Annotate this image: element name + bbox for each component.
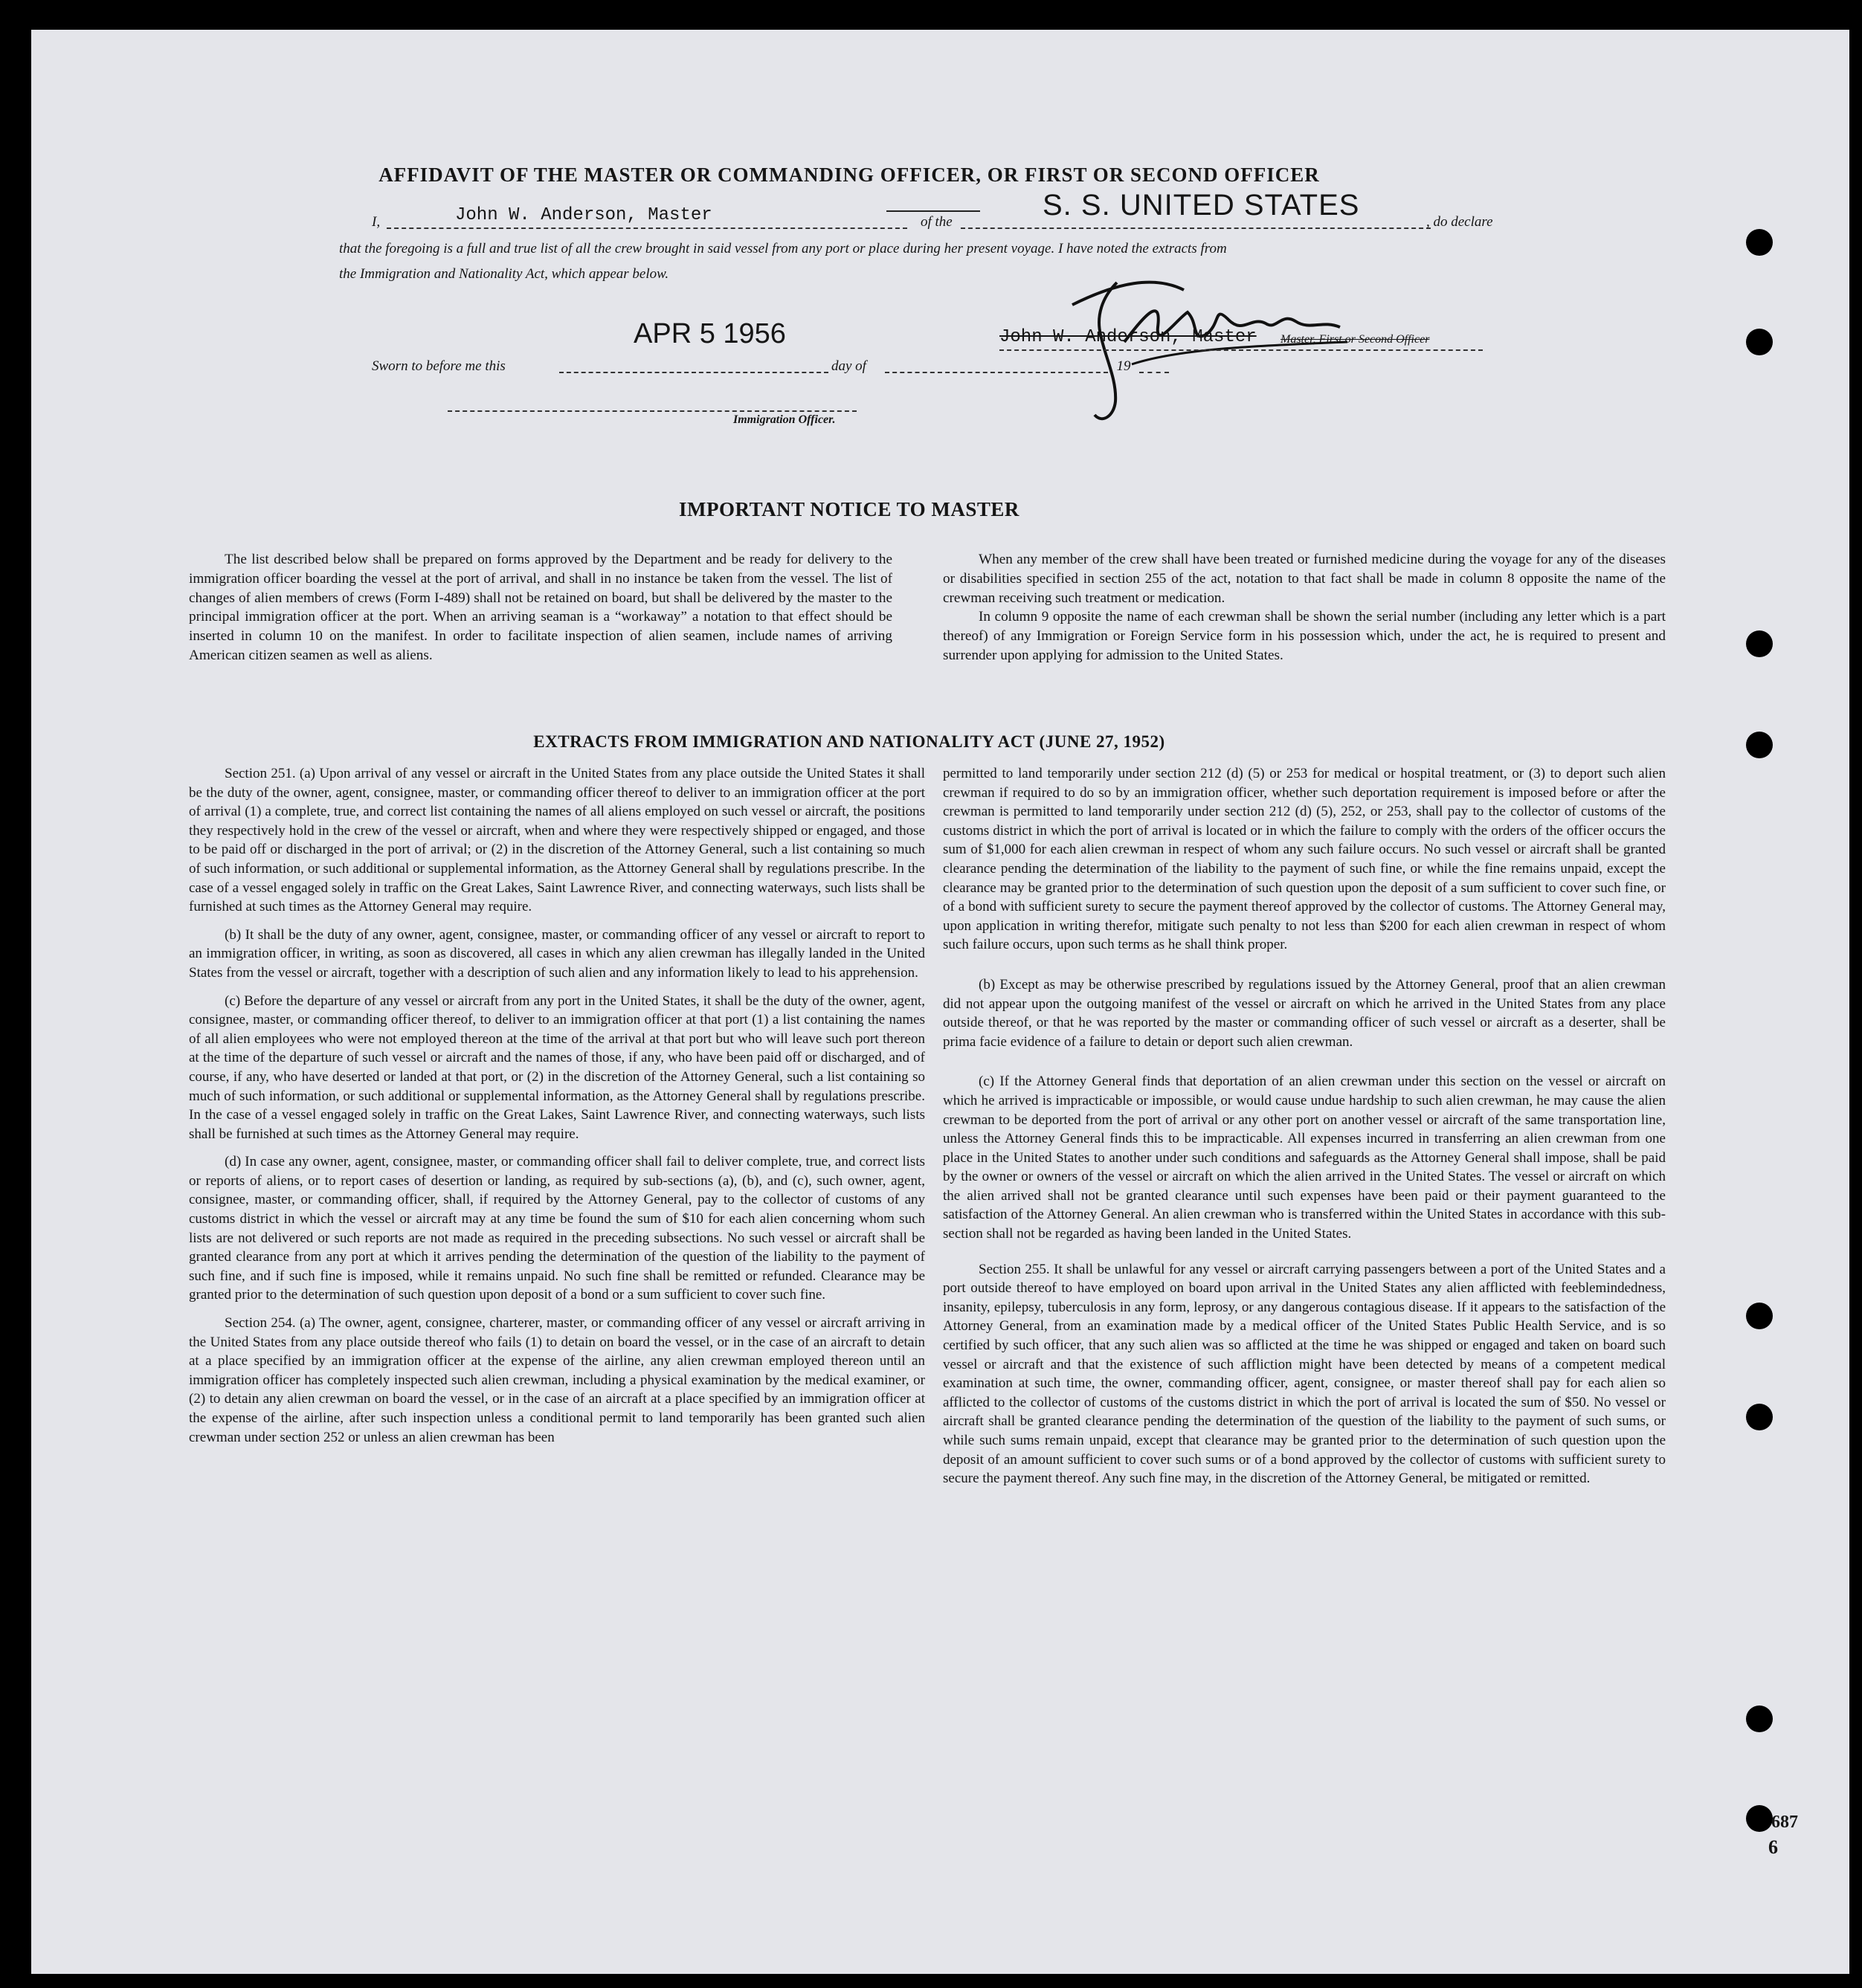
officer-signature-line [448,410,857,412]
page-number: 687 [1771,1813,1798,1832]
notice-right-column [943,550,1666,665]
date-stamp: APR 5 1956 [634,318,786,349]
vessel-line [961,227,1431,229]
affidavit-title: AFFIDAVIT OF THE MASTER OR COMMANDING OFFICER, OR FIRST OR SECOND OFFICER [378,164,1320,186]
title-rule [886,210,980,212]
section-254-a: Section 254. (a) The owner, agent, consignee, charterer, master, or commanding officer of any vessel or aircraft arriving in the United States from any place outside thereof who fails (1) to detain on board the vessel, or in the case of an aircraft to detain at a place specified by an immigration officer at the expense of the airline, any alien crewman employed thereon until an immigration officer has completely inspected such alien crewman, including a physical examination by the medical examiner, or (2) to detain any alien crewman on board the vessel, or in the case of an aircraft at a place specified by an immigration officer at the expense of the airline, after such inspection unless a conditional permit to land temporarily has been granted such alien crewman under section 252 or unless an alien crewman has been [189,1315,925,1445]
sworn-day-line [559,372,828,373]
officer-label: Immigration Officer. [733,413,836,426]
binder-hole [1746,1705,1773,1732]
margin-mark: 6 [1768,1836,1778,1858]
statement-line-2: the Immigration and Nationality Act, which appear below. [339,266,669,282]
binder-hole [1746,630,1773,657]
signature-line [999,349,1483,351]
section-254-a-continued: permitted to land temporarily under section 212 (d) (5) or 253 for medical or hospital treatment, or (3) to deport such alien crewman if required to do so by an immigration officer, whether such deportation requirement is imposed before or after the crewman is permitted to land temporarily under section 212 (d) (5), 252, or 253, shall pay to the collector of customs of the customs district in which the port of arrival is located or in which the failure to comply with the orders of the officer occurs the sum of $1,000 for each alien crewman in respect of whom any such failure occurs. No such vessel or aircraft shall be granted clearance pending the determination of the liability to the payment of such fine, or while the fine remains unpaid, except the clearance may be granted prior to the determination of such question upon the deposit of a sum sufficient to cover such fine, or of a bond with sufficient surety to secure the payment thereof approved by the collector of customs. The Attorney General may, upon application in writing therefor, mitigate such penalty to not less than $200 for each alien crewman in respect of whom such failure occurs, upon such terms as he shall think proper. [943,766,1666,953]
of-the-label: of the [921,214,953,230]
section-251-c: (c) Before the departure of any vessel or aircraft from any port in the United States, it shall be the duty of the owner, agent, consignee, master, or commanding officer thereof, to deliver to an immigration officer at that port (1) a list containing the names of all alien employees who were not employed thereon at the time of the arrival at that port but who will leave such port thereon at the time of the departure of such vessel or aircraft and the names of those, if any, who have been paid off or discharged, and of course, if any, who have deserted or landed at that port, or (2) in the discretion of the Attorney General, such a list containing so much of such information, or such additional or supplemental information, as the Attorney General shall by regulations prescribe. In the case of a vessel engaged solely in traffic on the Great Lakes, Saint Lawrence River, and connecting waterways, such lists shall be furnished at such times as the Attorney General may require. [189,993,925,1142]
sworn-label: Sworn to before me this [372,358,506,374]
year-line [1139,372,1169,373]
notice-heading: IMPORTANT NOTICE TO MASTER [679,498,1019,520]
notice-left-column [189,550,892,665]
month-line [885,372,1108,373]
binder-hole [1746,1805,1773,1832]
binder-hole [1746,229,1773,256]
section-251-a: Section 251. (a) Upon arrival of any vessel or aircraft in the United States from any place outside the United States it shall be the duty of the owner, agent, consignee, master, or commanding officer thereof to deliver to an immigration officer at the port of arrival (1) a complete, true, and correct list containing the names of all aliens employed on such vessel or aircraft, the positions they respectively hold in the crew of the vessel or aircraft, when and where they were respectively shipped or engaged, and those to be paid off or discharged in the port of arrival; or (2) in the discretion of the Attorney General, such a list containing so much of such information, or such additional or supplemental information, as the Attorney General shall by regulations prescribe. In the case of a vessel engaged solely in traffic on the Great Lakes, Saint Lawrence River, and connecting waterways, such lists shall be furnished at such times as the Attorney General may require. [189,766,925,915]
section-255: Section 255. It shall be unlawful for any vessel or aircraft carrying passengers between a port of the United States and a port outside thereof to have employed on board upon arrival in the United States any alien afflicted with feeblemindedness, insanity, epilepsy, tuberculosis in any form, leprosy, or any dangerous contagious disease. If it appears to the satisfaction of the Attorney General, from an examination made by a medical officer of the United States Public Health Service, and is so certified by such officer, that any such alien was so afflicted at the time he was shipped or engaged and taken on board such vessel or aircraft and that the existence of such affliction might have been detected by means of a competent medical examination at such time, the owner, commanding officer, agent, consignee, or master thereof shall pay for each alien so afflicted to the collector of customs of the customs district in which the port of arrival is located the sum of $50. No vessel or aircraft shall be granted clearance pending the determination of the question of the liability to the payment of such sums, or while such sums remain unpaid, except that clearance may be granted prior to the determination of such question upon the deposit of an amount sufficient to cover such sums or of a bond approved by the collector of customs with sufficient surety to secure the payment thereof. Any such fine may, in the discretion of the Attorney General, be mitigated or remitted. [943,1261,1666,1487]
declarant-line [387,227,907,229]
section-251-d: (d) In case any owner, agent, consignee, master, or commanding officer shall fail to deliver complete, true, and correct lists or reports of aliens, or to report cases of desertion or landing, as required by sub-sections (a), (b), and (c), such owner, agent, consignee, master, or commanding officer, shall, if required by the Attorney General, pay to the collector of customs of any customs district in which the vessel or aircraft may at any time be found the sum of $10 for each alien concerning whom such lists are not delivered or such reports are not made as required in the preceding subsections. No such vessel or aircraft shall be granted clearance from any port at which it arrives pending the determination of the question of the liability to the payment of such fine, and if such fine is imposed, while it remains unpaid. No such fine shall be remitted or refunded. Clearance may be granted prior to the determination of such question upon deposit of a bond or a sum sufficient to cover such fine. [189,1154,925,1303]
day-of-label: day of [831,358,866,374]
section-251-b: (b) It shall be the duty of any owner, agent, consignee, master, or commanding officer of any vessel or aircraft to report to an immigration officer, in writing, as soon as discovered, all cases in which any alien crewman has illegally landed in the United States from the vessel or aircraft, together with a description of such alien and any information likely to lead to his apprehension. [189,926,925,981]
title-options-struck: Master, First or Second Officer [1280,333,1430,346]
notice-right-paragraph-2: In column 9 opposite the name of each crewman shall be shown the serial number (including any letter which is a part thereof) of any Immigration or Foreign Service form in his possession which, under the act, he is required to present and surrender upon applying for admission to the United States. [943,609,1666,663]
year-prefix: , 19 [1109,358,1131,374]
section-254-b: (b) Except as may be otherwise prescribed by regulations issued by the Attorney General, proof that an alien crewman did not appear upon the outgoing manifest of the vessel or aircraft on which he arrived in the United States from any place outside thereof, or that he was reported by the master or commanding officer of such vessel or aircraft as a deserter, shall be prima facie evidence of a failure to detain or deport such alien crewman. [943,976,1666,1050]
typed-signature: John W. Anderson, Master [999,327,1257,347]
binder-hole [1746,329,1773,355]
binder-hole [1746,1404,1773,1430]
extracts-heading: EXTRACTS FROM IMMIGRATION AND NATIONALITY ACT (JUNE 27, 1952) [533,732,1165,751]
vessel-name: S. S. UNITED STATES [1043,189,1360,222]
section-254-c: (c) If the Attorney General finds that deportation of an alien crewman under this section on the vessel or aircraft on which he arrived is impracticable or impossible, or would cause undue hardship to such alien crewman, he may cause the alien crewman to be deported from the port of arrival or any other port on another vessel or aircraft of the same transportation line, unless the Attorney General finds this to be impracticable. All expenses incurred in transferring an alien crewman from one place in the United States to another under such conditions and safeguards as the Attorney General shall impose, shall be paid by the owner or owners of the vessel or aircraft on which the alien arrived in the United States. The vessel or aircraft on which the alien arrived shall not be granted clearance until such expenses have been paid or their payment guaranteed to the satisfaction of the Attorney General. An alien crewman who is transferred within the United States in accordance with this sub-section shall not be regarded as having been landed in the United States. [943,1074,1666,1242]
statement-line-1: that the foregoing is a full and true list of all the crew brought in said vessel from any port or place during her present voyage. I have noted the extracts from [339,241,1227,256]
prefix-i: I, [372,214,381,230]
do-declare-label: , do declare [1426,214,1493,230]
declarant-typed: John W. Anderson, Master [455,205,712,225]
notice-right-paragraph-1: When any member of the crew shall have been treated or furnished medicine during the voyage for any of the diseases or disabilities specified in section 255 of the act, notation to that fact shall be made in column 8 opposite the name of the crewman receiving such treatment or medication. [943,552,1666,606]
binder-hole [1746,1303,1773,1329]
extracts-right-column [943,764,1666,1488]
extracts-left-column [189,764,925,1447]
notice-left-paragraph: The list described below shall be prepared on forms approved by the Department and be ready for delivery to the immigration officer boarding the vessel at the port of arrival, and shall in no instance be taken from the vessel. The list of changes of alien members of crews (Form I-489) shall not be retained on board, but shall be delivered by the master to the principal immigration officer at the port. When an arriving seaman is a “workaway” a notation to that effect should be inserted in column 10 on the manifest. In order to facilitate inspection of alien seamen, include names of arriving American citizen seamen as well as aliens. [189,552,892,663]
binder-hole [1746,732,1773,758]
document-page [31,30,1849,1974]
